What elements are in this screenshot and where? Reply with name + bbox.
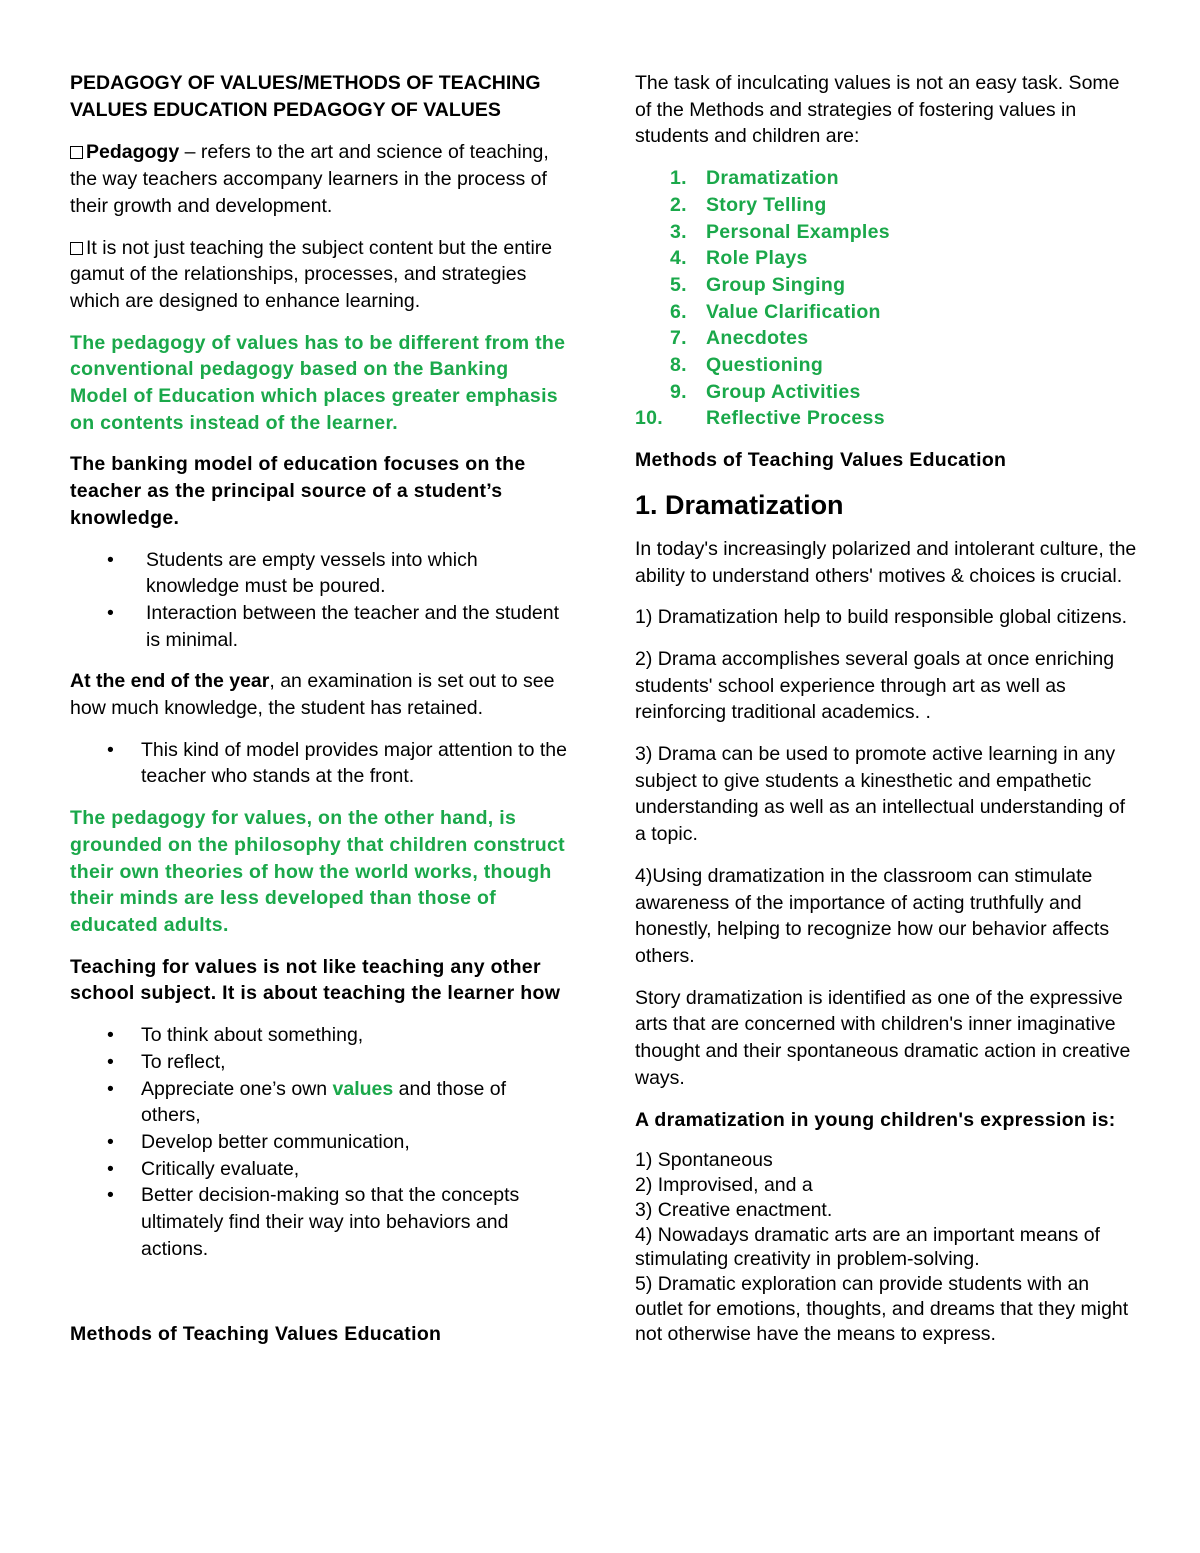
- list-item: • To think about something,: [70, 1022, 570, 1049]
- list-item: 1) Spontaneous: [635, 1149, 773, 1172]
- list-item: [635, 352, 1140, 379]
- list-item: [70, 1076, 570, 1129]
- list-item: [635, 325, 1140, 352]
- pedagogy-definition-text: – refers to the art and science of teaching, the way teachers accompany learners in the process of their growth and development.: [70, 141, 549, 217]
- green-statement-2: The pedagogy for values, on the other hand, is grounded on the philosophy that children construct their own theories of how the world works, though their minds are less developed than those of educated adults.: [70, 807, 565, 936]
- values-highlight: values: [332, 1077, 394, 1100]
- list-item: • Interaction between the teacher and the student is minimal.: [70, 600, 570, 653]
- list-item: • Critically evaluate,: [70, 1156, 570, 1183]
- end-of-year-text: , an examination is set out to see how much knowledge, the student has retained.: [70, 670, 555, 720]
- method-number: 8.: [670, 354, 687, 377]
- left-column: [70, 70, 570, 1363]
- list-item: [635, 219, 1140, 246]
- document-title: PEDAGOGY OF VALUES/METHODS OF TEACHING VALUES EDUCATION PEDAGOGY OF VALUES: [70, 72, 541, 121]
- list-item: 2) Improvised, and a: [635, 1174, 813, 1196]
- list-item: [635, 245, 1140, 272]
- method-label: Role Plays: [706, 247, 808, 270]
- methods-heading-right: Methods of Teaching Values Education: [635, 449, 1007, 472]
- method-number: 3.: [670, 220, 687, 243]
- expression-heading: A dramatization in young children's expression is:: [635, 1108, 1116, 1131]
- method-number: 5.: [670, 273, 687, 296]
- list-item: [635, 272, 1140, 299]
- list-item: 3) Creative enactment.: [635, 1198, 833, 1221]
- method-number: 2.: [670, 193, 687, 216]
- list-item: • Better decision-making so that the concepts ultimately find their way into behaviors and actions.: [70, 1182, 570, 1262]
- paragraph: 1) Dramatization help to build responsible global citizens.: [635, 606, 1128, 629]
- list-item: [635, 379, 1140, 406]
- list-item: [635, 299, 1140, 326]
- method-number: 1.: [670, 167, 687, 190]
- banking-model-heading: The banking model of education focuses on the teacher as the principal source of a student’s knowledge.: [70, 453, 526, 529]
- paragraph: Story dramatization is identified as one of the expressive arts that are concerned with children's inner imaginative thought and their spontaneous dramatic action in creative ways.: [635, 986, 1131, 1089]
- method-number: 9.: [670, 380, 687, 403]
- list-item: • This kind of model provides major attention to the teacher who stands at the front.: [70, 737, 570, 790]
- list-item: • Students are empty vessels into which knowledge must be poured.: [70, 547, 570, 600]
- method-label: Dramatization: [706, 167, 839, 190]
- method-label: Anecdotes: [706, 327, 809, 350]
- list-item: 4) Nowadays dramatic arts are an important means of stimulating creativity in problem-solving.: [635, 1223, 1100, 1271]
- method-number: 10.: [635, 407, 664, 430]
- list-item: [635, 165, 1140, 192]
- list-item: • Develop better communication,: [70, 1129, 570, 1156]
- pedagogy-definition: [70, 139, 570, 219]
- paragraph: 4)Using dramatization in the classroom can stimulate awareness of the importance of acting truthfully and honestly, helping to recognize how our behavior affects others.: [635, 864, 1110, 967]
- method-label: Personal Examples: [706, 220, 890, 243]
- teaching-values-heading: Teaching for values is not like teaching any other school subject. It is about teaching the learner how: [70, 955, 561, 1005]
- expression-list: [635, 1148, 1140, 1346]
- checkbox-bullet-icon: [70, 146, 83, 159]
- banking-bullets: [70, 547, 570, 654]
- methods-intro: The task of inculcating values is not an easy task. Some of the Methods and strategies of fostering values in students and children are:: [635, 72, 1120, 148]
- method-label: Value Clarification: [706, 300, 881, 323]
- paragraph: 3) Drama can be used to promote active learning in any subject to give students a kinesthetic and empathetic understanding as well as an intellectual understanding of a topic.: [635, 743, 1125, 846]
- checkbox-bullet-icon: [70, 242, 83, 255]
- list-item: [635, 405, 1140, 432]
- method-label: Group Singing: [706, 273, 846, 296]
- paragraph: 2) Drama accomplishes several goals at once enriching students' school experience through art as well as reinforcing traditional academics. .: [635, 647, 1115, 724]
- section-title: 1. Dramatization: [635, 489, 844, 520]
- method-label: Questioning: [706, 354, 824, 377]
- methods-list: [635, 165, 1140, 432]
- teaching-how-bullets: [70, 1022, 570, 1262]
- method-number: 7.: [670, 327, 687, 350]
- paragraph: In today's increasingly polarized and intolerant culture, the ability to understand others' motives & choices is crucial.: [635, 537, 1137, 587]
- methods-heading-left: Methods of Teaching Values Education: [70, 1323, 442, 1346]
- right-column: [635, 70, 1140, 1347]
- method-label: Group Activities: [706, 380, 861, 403]
- method-label: Reflective Process: [706, 407, 885, 430]
- end-of-year-bold: At the end of the year: [70, 670, 270, 693]
- method-number: 6.: [670, 300, 687, 323]
- pedagogy-scope-text: It is not just teaching the subject content but the entire gamut of the relationships, processes, and strategies which are designed to enhance learning.: [70, 236, 553, 312]
- bullet-text: Appreciate one’s own: [141, 1077, 333, 1100]
- pedagogy-term: Pedagogy: [86, 141, 180, 164]
- green-statement-1: The pedagogy of values has to be different from the conventional pedagogy based on the Banking Model of Education which places greater emphasis on contents instead of the learner.: [70, 331, 566, 434]
- model-bullets: [70, 737, 570, 790]
- method-label: Story Telling: [706, 193, 827, 216]
- list-item: • To reflect,: [70, 1049, 570, 1076]
- list-item: 5) Dramatic exploration can provide students with an outlet for emotions, thoughts, and dreams that they might not otherwise have the means to express.: [635, 1273, 1129, 1345]
- method-number: 4.: [670, 247, 687, 270]
- pedagogy-scope: [70, 235, 570, 315]
- list-item: [635, 192, 1140, 219]
- end-of-year-paragraph: [70, 668, 570, 721]
- bullet-text: and those of others,: [141, 1077, 506, 1127]
- spacer: [70, 1277, 570, 1321]
